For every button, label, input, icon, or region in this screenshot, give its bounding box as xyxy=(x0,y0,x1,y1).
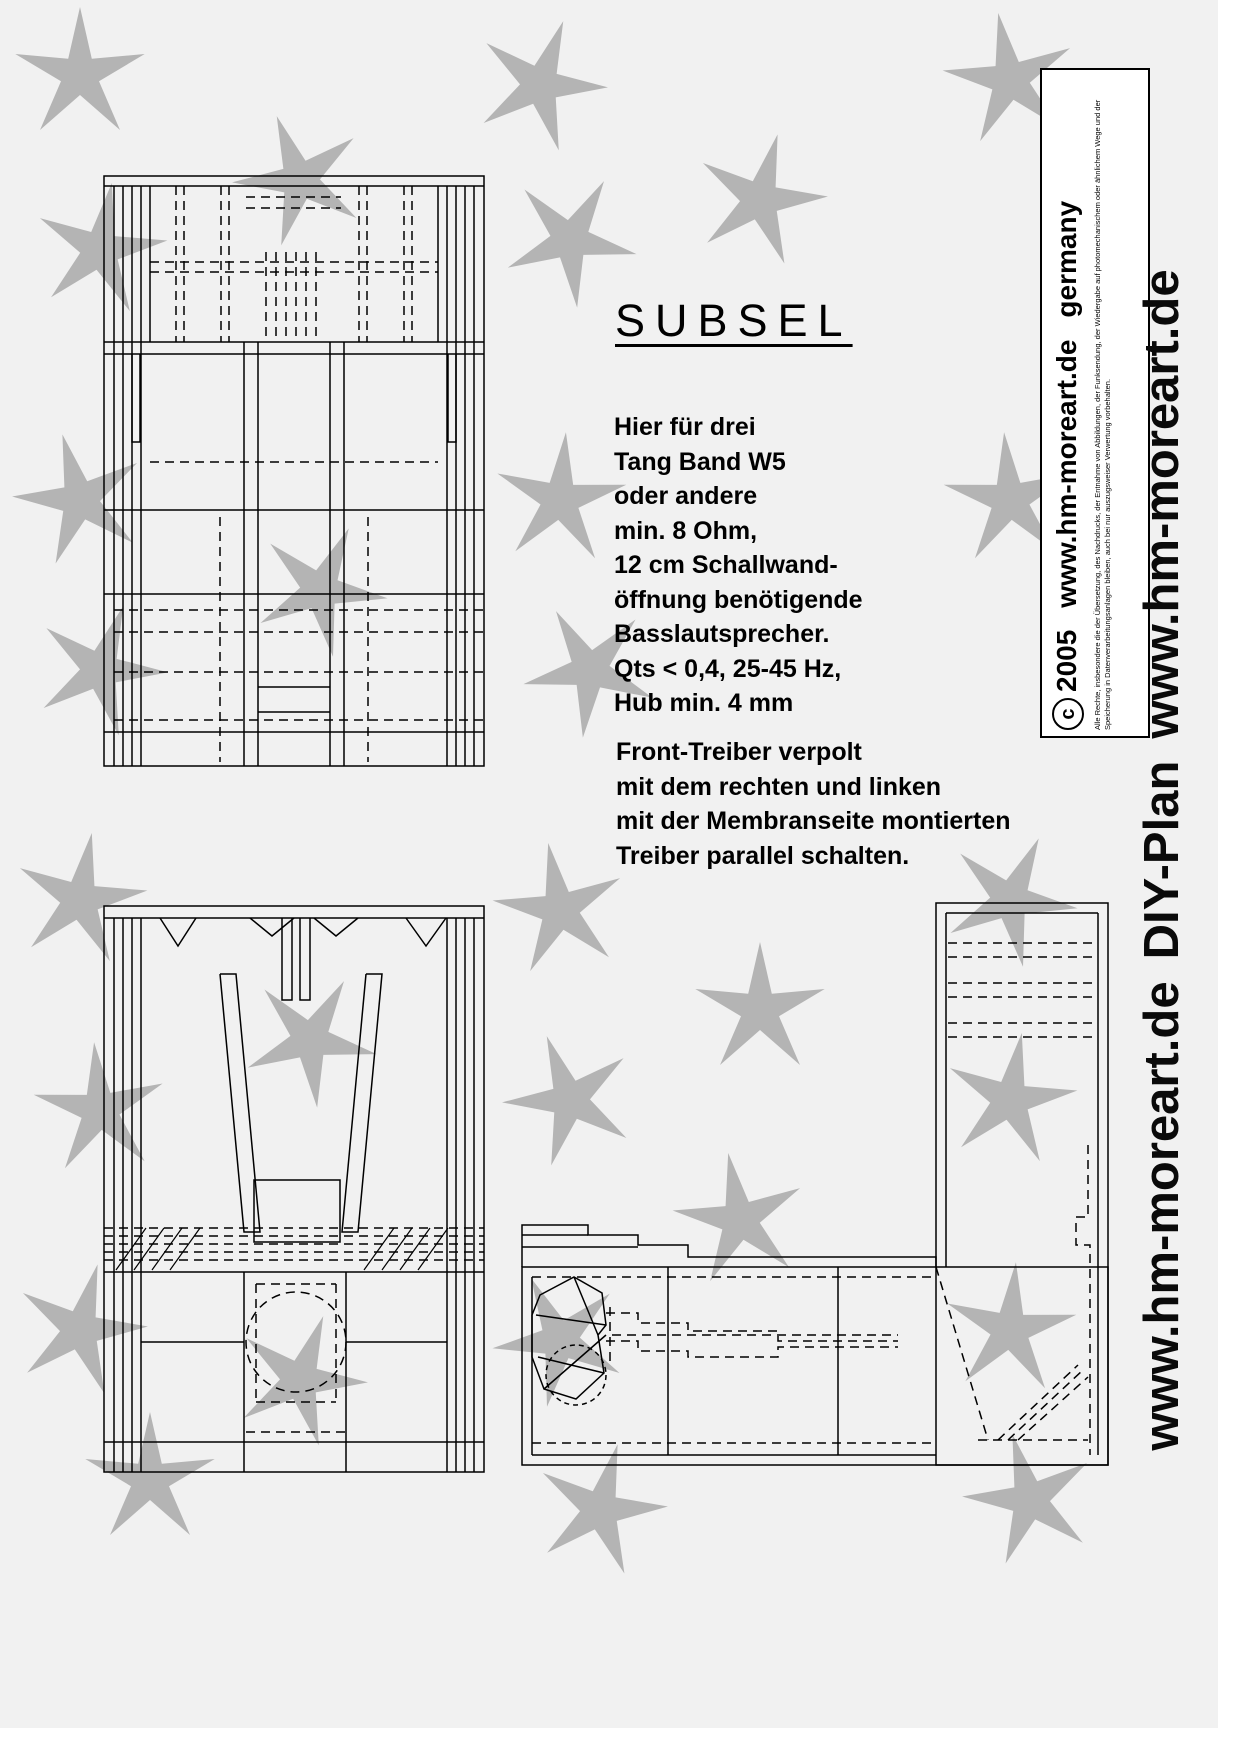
wiring-line: Front-Treiber verpolt xyxy=(616,738,862,766)
copyright-symbol-icon: c xyxy=(1052,698,1084,730)
driver-spec-text xyxy=(614,410,863,721)
section-view-drawing xyxy=(96,902,496,1482)
wiring-note-text xyxy=(616,735,1011,873)
front-view-drawing xyxy=(96,172,496,772)
spec-line: 12 cm Schallwand- xyxy=(614,551,838,579)
spec-line: Hub min. 4 mm xyxy=(614,689,794,717)
copyright-site: www.hm-moreart.de xyxy=(1051,339,1082,608)
spec-line: öffnung benötigende xyxy=(614,585,863,614)
spec-line: Qts < 0,4, 25-45 Hz, xyxy=(614,654,842,683)
side-banner xyxy=(1110,100,1215,1620)
banner-url-left: www.hm-moreart.de xyxy=(1135,981,1189,1451)
banner-diy-plan: DIY-Plan xyxy=(1135,760,1189,960)
side-view-drawing xyxy=(518,895,1118,1475)
star-icon xyxy=(491,427,631,561)
copyright-line xyxy=(1051,201,1084,730)
wiring-line: Treiber parallel schalten. xyxy=(616,841,910,870)
spec-line: Basslautsprecher. xyxy=(614,620,830,648)
copyright-rights-text: Alle Rechte, insbesondere die der Übersetzung, des Nachdrucks, der Entnahme von Abbildungen, der Funksendung, der Wiedergabe auf photomechanischem oder ähnlichem Wege und der Speicherung in Datenverarbeitungsanlagen bleiben, auch bei nur auszugsweiser Verwertung vorbehalten. xyxy=(1093,99,1112,730)
side-banner-text xyxy=(1134,269,1190,1450)
wiring-line: mit der Membranseite montierten xyxy=(616,807,1011,835)
star-icon xyxy=(683,118,840,270)
spec-line: Hier für drei xyxy=(614,413,756,441)
star-icon xyxy=(15,7,144,130)
star-icon xyxy=(460,0,624,159)
spec-line: oder andere xyxy=(614,482,758,510)
wiring-line: mit dem rechten und linken xyxy=(616,772,942,801)
copyright-country: germany xyxy=(1051,200,1082,318)
copyright-year: 2005 xyxy=(1051,629,1082,692)
plan-title: SUBSEL xyxy=(615,295,853,346)
banner-url-right: www.hm-moreart.de xyxy=(1135,269,1189,739)
spec-line: Tang Band W5 xyxy=(614,447,786,476)
spec-line: min. 8 Ohm, xyxy=(614,516,758,545)
